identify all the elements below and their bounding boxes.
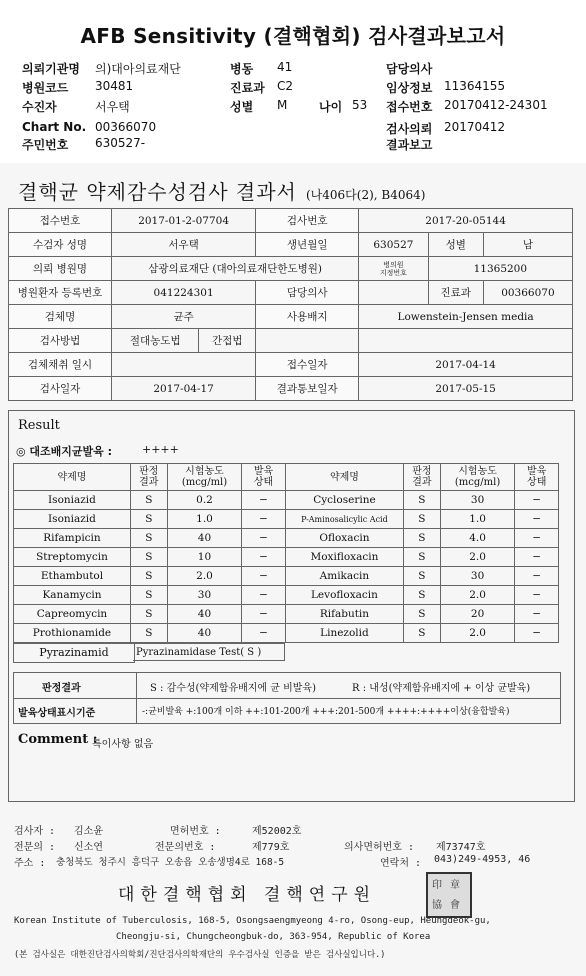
comment-label: Comment : <box>18 732 98 747</box>
license-value: 제52002호 <box>252 826 302 837</box>
receipt-value: 20170412-24301 <box>444 98 548 112</box>
collect-value <box>112 353 256 377</box>
growth-cell: − <box>242 605 286 624</box>
conc-cell: 1.0 <box>440 510 515 529</box>
test-date-value: 2017-04-17 <box>112 377 256 401</box>
judge-cell: S <box>404 624 441 643</box>
receipt-no-value: 2017-01-2-07704 <box>112 209 256 233</box>
conc-cell: 2.0 <box>167 567 242 586</box>
result-label: Result <box>18 418 60 433</box>
test-no-value: 2017-20-05144 <box>359 209 573 233</box>
drug-name-cell: P-Aminosalicylic Acid <box>285 510 403 529</box>
judge-cell: S <box>404 529 441 548</box>
legend-judge-s: S : 감수성(약제함유배지에 균 비발육) <box>150 683 316 694</box>
legend-judge-label: 판정결과 <box>42 683 81 694</box>
conc-cell: 40 <box>167 624 242 643</box>
chart-label: Chart No. <box>22 120 87 134</box>
age-label: 나이 <box>319 100 343 114</box>
reg-label: 병원환자 등록번호 <box>9 281 112 305</box>
contact-label: 연락처 : <box>380 858 422 869</box>
header-judge-2: 결과 <box>139 477 159 488</box>
growth-cell: − <box>515 529 559 548</box>
hospital-value: 삼광의료재단 (대아의료재단한도병원) <box>112 257 359 281</box>
growth-cell: − <box>242 548 286 567</box>
table-row <box>14 624 559 643</box>
header-conc-right <box>440 464 515 491</box>
hosp-code-value: 30481 <box>95 79 134 93</box>
header-growth-right <box>515 464 559 491</box>
drug-name-cell: Prothionamide <box>14 624 131 643</box>
pza-drug: Pyrazinamid <box>13 643 135 663</box>
dept-value: C2 <box>277 79 294 93</box>
header-judge-right-2: 결과 <box>412 477 432 488</box>
judge-cell: S <box>130 529 167 548</box>
judge-cell: S <box>404 491 441 510</box>
table-row <box>9 329 573 353</box>
drug-name-cell: Rifabutin <box>285 605 403 624</box>
hospital-no-label-2: 지정번호 <box>379 268 407 277</box>
conc-cell: 2.0 <box>440 586 515 605</box>
recv-value: 2017-04-14 <box>359 353 573 377</box>
sheet-dept-label: 진료과 <box>428 281 483 305</box>
growth-cell: − <box>515 605 559 624</box>
conc-cell: 0.2 <box>167 491 242 510</box>
legend-box <box>13 672 561 724</box>
spec-no-label: 전문의번호 : <box>155 842 216 853</box>
conc-cell: 40 <box>167 529 242 548</box>
table-row <box>14 586 559 605</box>
report-label: 결과보고 <box>386 138 433 152</box>
specialist-label: 전문의 : <box>14 842 56 853</box>
clinical-value: 11364155 <box>444 79 506 93</box>
clinical-label: 임상정보 <box>386 81 433 95</box>
name-value: 서우택 <box>112 233 256 257</box>
request-label: 검사의뢰 <box>386 122 433 136</box>
judge-cell: S <box>404 510 441 529</box>
institute-name-kr: 대한결핵협회 결핵연구원 <box>118 885 377 905</box>
address-label: 주소 : <box>14 858 46 869</box>
header-drug-right: 약제명 <box>285 464 403 491</box>
collect-label: 검체채취 일시 <box>9 353 112 377</box>
name-label: 수검자 성명 <box>9 233 112 257</box>
drug-rows <box>14 491 559 643</box>
growth-cell: − <box>242 586 286 605</box>
judge-cell: S <box>130 548 167 567</box>
conc-cell: 30 <box>440 567 515 586</box>
sex-value: M <box>277 98 288 112</box>
judge-cell: S <box>130 586 167 605</box>
notify-value: 2017-05-15 <box>359 377 573 401</box>
growth-cell: − <box>515 491 559 510</box>
sex-label-cell: 성별 <box>428 233 483 257</box>
growth-cell: − <box>242 529 286 548</box>
header-conc-1: 시험농도 <box>185 466 224 477</box>
sex-label: 성별 <box>230 100 254 114</box>
header-judge-right <box>404 464 441 491</box>
table-row <box>9 233 573 257</box>
dept-label: 진료과 <box>230 81 265 95</box>
medium-label: 사용배지 <box>256 305 359 329</box>
drug-name-cell: Isoniazid <box>14 510 131 529</box>
sheet-title: 결핵균 약제감수성검사 결과서 <box>18 180 297 204</box>
ward-value: 41 <box>277 60 293 74</box>
control-value: ++++ <box>142 443 179 456</box>
org-label: 의뢰기관명 <box>22 62 80 76</box>
doctor-label: 담당의사 <box>386 62 433 76</box>
drug-name-cell: Cycloserine <box>285 491 403 510</box>
hospital-no-label <box>359 257 428 281</box>
sheet-dept-value: 00366070 <box>483 281 572 305</box>
doc-license-value: 제73747호 <box>436 842 486 853</box>
legend-judge-r: R : 내성(약제함유배지에 + 이상 균발육) <box>352 683 531 694</box>
specimen-value: 균주 <box>112 305 256 329</box>
address-value: 충청북도 청주시 흥덕구 오송읍 오송생명4로 168-5 <box>56 857 285 868</box>
age-value: 53 <box>352 98 368 112</box>
header-judge-right-1: 판정 <box>412 466 432 477</box>
rrn-label: 주민번호 <box>22 138 69 152</box>
table-row <box>14 510 559 529</box>
header-growth <box>242 464 286 491</box>
table-row <box>14 605 559 624</box>
license-label: 면허번호 : <box>170 826 221 837</box>
growth-cell: − <box>515 567 559 586</box>
test-no-label: 검사번호 <box>256 209 359 233</box>
table-row <box>9 281 573 305</box>
header-conc-2: (mcg/ml) <box>181 477 228 488</box>
table-row <box>14 548 559 567</box>
table-row <box>9 209 573 233</box>
table-row <box>9 353 573 377</box>
pza-test: Pyrazinamidase Test( S ) <box>133 643 285 661</box>
legend-growth-text: -:균비발육 +:100개 이하 ++:101-200개 +++:201-500개 ++++:++++이상(융합발육) <box>142 707 510 717</box>
drug-results-table <box>13 463 559 643</box>
drug-name-cell: Amikacin <box>285 567 403 586</box>
method-a: 절대농도법 <box>112 329 199 353</box>
growth-cell: − <box>515 548 559 567</box>
contact-value: 043)249-4953, 46 <box>434 854 531 865</box>
legend-growth-row <box>14 698 560 723</box>
header-conc <box>167 464 242 491</box>
drug-name-cell: Moxifloxacin <box>285 548 403 567</box>
drug-name-cell: Ethambutol <box>14 567 131 586</box>
header-drug: 약제명 <box>14 464 131 491</box>
report-title: AFB Sensitivity (결핵협회) 검사결과보고서 <box>80 24 506 48</box>
growth-cell: − <box>515 586 559 605</box>
medium-value: Lowenstein-Jensen media <box>359 305 573 329</box>
conc-cell: 20 <box>440 605 515 624</box>
institute-address-en-2: Cheongju-si, Chungcheongbuk-do, 363-954, Republic of Korea <box>116 932 431 942</box>
judge-cell: S <box>130 567 167 586</box>
table-row <box>14 567 559 586</box>
drug-name-cell: Kanamycin <box>14 586 131 605</box>
growth-cell: − <box>242 510 286 529</box>
header-conc-right-2: (mcg/ml) <box>454 477 501 488</box>
sheet-subtitle: (나406다(2), B4064) <box>306 188 426 202</box>
patient-info-table <box>8 208 573 401</box>
judge-cell: S <box>130 491 167 510</box>
receipt-no-label: 접수번호 <box>9 209 112 233</box>
spec-no-value: 제779호 <box>252 842 290 853</box>
legend-divider-2 <box>136 698 137 723</box>
drug-name-cell: Capreomycin <box>14 605 131 624</box>
header-judge-1: 판정 <box>139 466 159 477</box>
certification-note: (본 검사실은 대한진단검사의학회/진단검사의학재단의 우수검사실 인증을 받은 검사실입니다.) <box>14 950 386 960</box>
specimen-label: 검체명 <box>9 305 112 329</box>
method-b: 간접법 <box>199 329 256 353</box>
conc-cell: 4.0 <box>440 529 515 548</box>
tester-value: 김소윤 <box>74 826 103 837</box>
method-empty-1 <box>256 329 359 353</box>
header-conc-right-1: 시험농도 <box>458 466 497 477</box>
judge-cell: S <box>404 586 441 605</box>
patient-label: 수진자 <box>22 100 57 114</box>
rrn-value: 630527- <box>95 136 146 150</box>
conc-cell: 40 <box>167 605 242 624</box>
receipt-label: 접수번호 <box>386 100 433 114</box>
conc-cell: 10 <box>167 548 242 567</box>
ward-label: 병동 <box>230 62 254 76</box>
table-row <box>9 305 573 329</box>
reg-value: 041224301 <box>112 281 256 305</box>
hospital-no-label-1: 병의원 <box>383 260 404 269</box>
method-empty-2 <box>359 329 573 353</box>
judge-cell: S <box>130 510 167 529</box>
drug-name-cell: Rifampicin <box>14 529 131 548</box>
header-judge <box>130 464 167 491</box>
request-value: 20170412 <box>444 120 506 134</box>
dob-label: 생년월일 <box>256 233 359 257</box>
table-row <box>9 377 573 401</box>
specialist-value: 신소연 <box>74 842 103 853</box>
notify-label: 결과통보일자 <box>256 377 359 401</box>
judge-cell: S <box>404 548 441 567</box>
conc-cell: 1.0 <box>167 510 242 529</box>
sex-value-cell: 남 <box>483 233 572 257</box>
table-row <box>14 491 559 510</box>
header-growth-right-2: 상태 <box>527 477 547 488</box>
chart-value: 00366070 <box>95 120 157 134</box>
test-date-label: 검사일자 <box>9 377 112 401</box>
drug-name-cell: Levofloxacin <box>285 586 403 605</box>
hosp-code-label: 병원코드 <box>22 81 69 95</box>
legend-judge-row <box>14 673 560 699</box>
hospital-label: 의뢰 병원명 <box>9 257 112 281</box>
header-growth-2: 상태 <box>253 477 274 488</box>
tester-label: 검사자 : <box>14 826 56 837</box>
judge-cell: S <box>404 567 441 586</box>
judge-cell: S <box>130 624 167 643</box>
judge-cell: S <box>130 605 167 624</box>
conc-cell: 30 <box>167 586 242 605</box>
header-growth-1: 발육 <box>253 466 274 477</box>
method-label: 검사방법 <box>9 329 112 353</box>
doc-license-label: 의사면허번호 : <box>344 842 415 853</box>
growth-cell: − <box>242 624 286 643</box>
drug-name-cell: Linezolid <box>285 624 403 643</box>
table-header-row <box>14 464 559 491</box>
dob-value: 630527 <box>359 233 428 257</box>
growth-cell: − <box>242 567 286 586</box>
growth-cell: − <box>242 491 286 510</box>
conc-cell: 2.0 <box>440 624 515 643</box>
legend-growth-label: 발육상태표시기준 <box>18 708 96 719</box>
comment-value: 특이사항 없음 <box>92 739 154 750</box>
table-row <box>14 529 559 548</box>
sheet-doctor-value <box>359 281 428 305</box>
official-seal: 印 章 協 會 <box>426 872 472 918</box>
header-growth-right-1: 발육 <box>527 466 547 477</box>
table-row <box>9 257 573 281</box>
growth-cell: − <box>515 510 559 529</box>
drug-name-cell: Streptomycin <box>14 548 131 567</box>
sheet-doctor-label: 담당의사 <box>256 281 359 305</box>
org-value: 의)대아의료재단 <box>95 62 181 76</box>
drug-name-cell: Ofloxacin <box>285 529 403 548</box>
conc-cell: 2.0 <box>440 548 515 567</box>
patient-value: 서우택 <box>95 100 130 114</box>
legend-divider <box>136 673 137 698</box>
control-label: ◎ 대조배지균발육 : <box>16 445 113 458</box>
recv-label: 접수일자 <box>256 353 359 377</box>
judge-cell: S <box>404 605 441 624</box>
growth-cell: − <box>515 624 559 643</box>
hospital-no-value: 11365200 <box>428 257 572 281</box>
conc-cell: 30 <box>440 491 515 510</box>
drug-name-cell: Isoniazid <box>14 491 131 510</box>
institute-address-en: Korean Institute of Tuberculosis, 168-5, Osongsaengmyeong 4-ro, Osong-eup, Heungdeok-gu, <box>14 916 491 926</box>
